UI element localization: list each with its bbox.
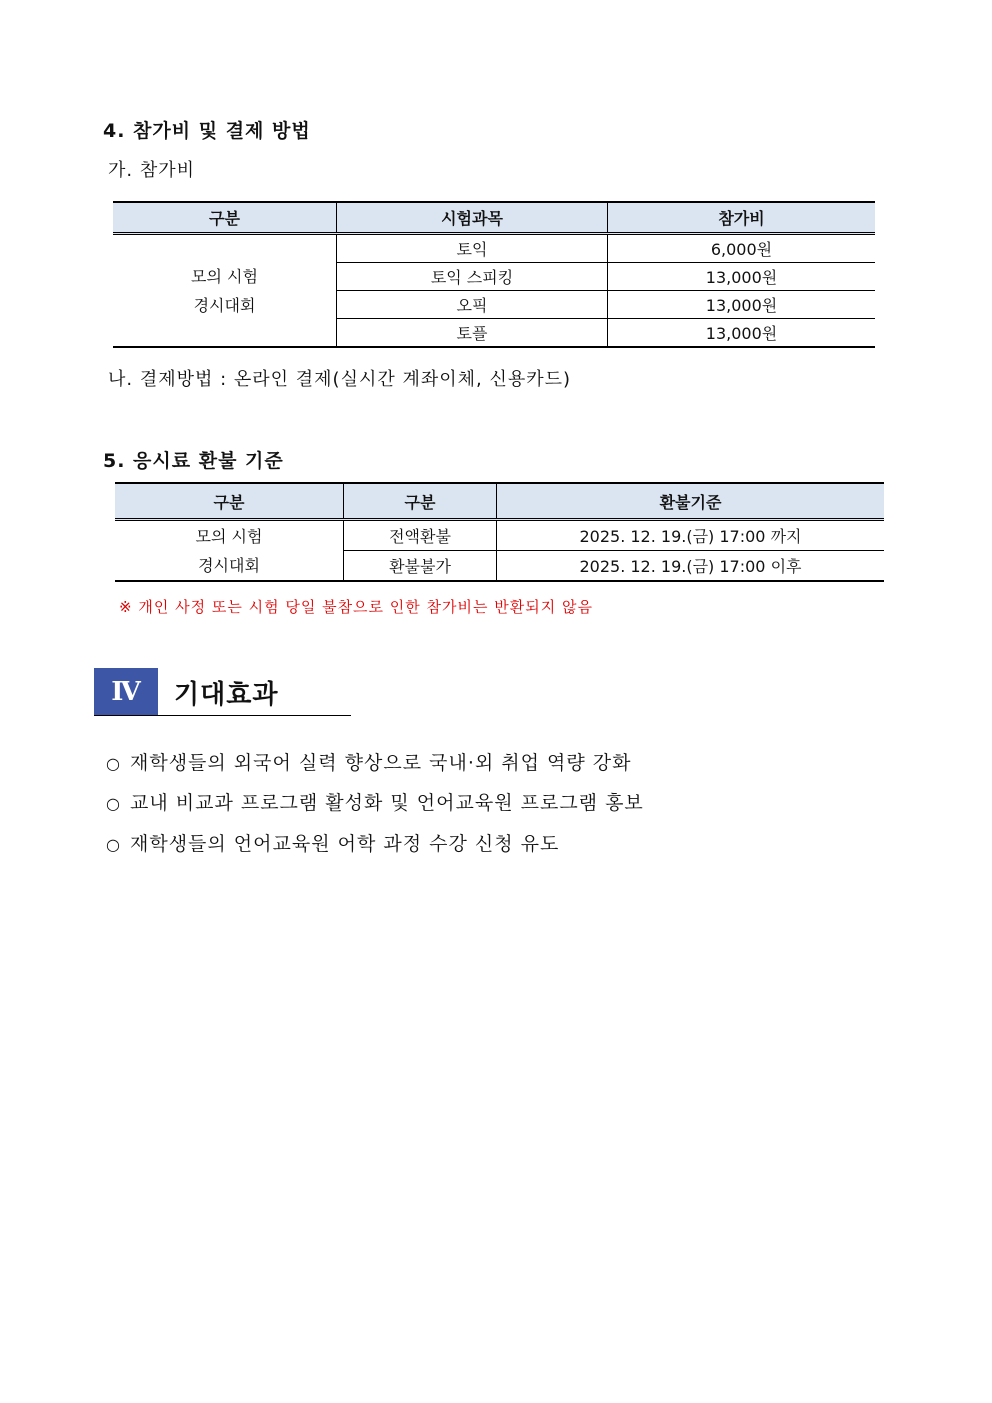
refund-group-line-2: 경시대회 (198, 555, 260, 575)
refund-header-criteria: 환불기준 (497, 483, 885, 520)
table-row (115, 520, 884, 551)
table-row (113, 234, 875, 263)
fee-table (113, 201, 875, 348)
refund-criteria: 2025. 12. 19.(금) 17:00 까지 (497, 520, 885, 551)
refund-table-header (115, 483, 884, 520)
section-4-title: 4. 참가비 및 결제 방법 (103, 120, 311, 142)
circle-bullet-icon: ○ (106, 835, 121, 854)
payment-method: 나. 결제방법 : 온라인 결제(실시간 계좌이체, 신용카드) (108, 369, 572, 390)
effect-item (106, 788, 644, 815)
section-5-title: 5. 응시료 환불 기준 (103, 450, 284, 472)
fee-amount: 6,000원 (608, 234, 876, 263)
fee-group-cell (113, 234, 337, 348)
refund-table (115, 482, 884, 582)
fee-subject: 토익 (337, 234, 608, 263)
refund-header-category: 구분 (115, 483, 344, 520)
fee-header-subject: 시험과목 (337, 202, 608, 234)
fee-amount: 13,000원 (608, 291, 876, 319)
chapter-underline (94, 715, 351, 716)
effect-item (106, 748, 631, 775)
effect-text: 재학생들의 외국어 실력 향상으로 국내·외 취업 역량 강화 (130, 752, 632, 774)
fee-subject: 토플 (337, 319, 608, 348)
fee-subject: 오픽 (337, 291, 608, 319)
refund-group-cell (115, 520, 344, 582)
circle-bullet-icon: ○ (106, 794, 121, 813)
effect-text: 재학생들의 언어교육원 어학 과정 수강 신청 유도 (130, 833, 560, 855)
chapter-title: 기대효과 (174, 680, 279, 710)
fee-subtitle: 가. 참가비 (108, 160, 195, 181)
fee-group-line-2: 경시대회 (193, 295, 256, 315)
fee-header-fee: 참가비 (608, 202, 876, 234)
effect-item (106, 829, 559, 856)
chapter-number-box (94, 668, 158, 715)
fee-subject: 토익 스피킹 (337, 263, 608, 291)
refund-group-line-1: 모의 시험 (195, 526, 263, 546)
fee-table-header (113, 202, 875, 234)
fee-header-category: 구분 (113, 202, 337, 234)
fee-amount: 13,000원 (608, 263, 876, 291)
refund-type: 전액환불 (344, 520, 497, 551)
effect-text: 교내 비교과 프로그램 활성화 및 언어교육원 프로그램 홍보 (130, 792, 644, 814)
refund-criteria: 2025. 12. 19.(금) 17:00 이후 (497, 551, 885, 582)
refund-type: 환불불가 (344, 551, 497, 582)
refund-header-type: 구분 (344, 483, 497, 520)
circle-bullet-icon: ○ (106, 754, 121, 773)
fee-group-line-1: 모의 시험 (191, 266, 258, 286)
fee-amount: 13,000원 (608, 319, 876, 348)
refund-note: ※ 개인 사정 또는 시험 당일 불참으로 인한 참가비는 반환되지 않음 (119, 598, 593, 616)
chapter-numeral: Ⅳ (111, 676, 141, 707)
